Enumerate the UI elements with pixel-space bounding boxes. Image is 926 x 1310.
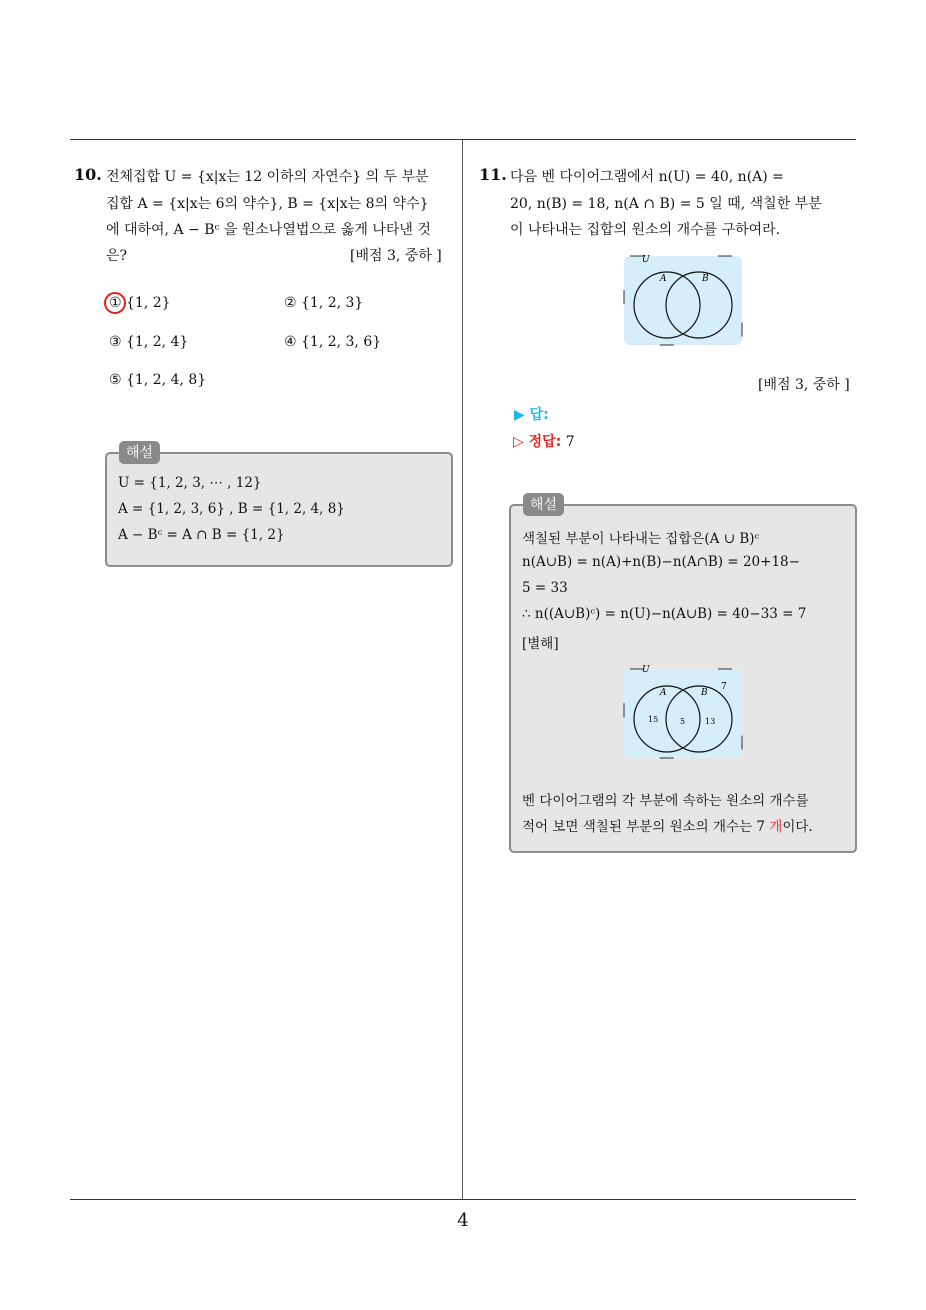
q11-line-3: 이 나타내는 집합의 원소의 개수를 구하여라. bbox=[510, 222, 781, 238]
q10-line-2: 집합 A = {x|x는 6의 약수}, B = {x|x는 8의 약수} bbox=[106, 196, 429, 212]
q10-explanation-line-3: A − Bᶜ = A ∩ B = {1, 2} bbox=[118, 527, 285, 543]
bottom-rule bbox=[70, 1199, 856, 1200]
q11-score: [배점 3, 중하 ] bbox=[758, 377, 850, 393]
q11-explanation-closing-2 bbox=[522, 815, 813, 835]
q10-score: [배점 3, 중하 ] bbox=[350, 248, 442, 264]
page-number: 4 bbox=[457, 1210, 469, 1231]
q11-explanation-line-1: 색칠된 부분이 나타내는 집합은(A ∪ B)ᶜ bbox=[522, 531, 760, 547]
venn2-only-a-count: 15 bbox=[648, 715, 659, 724]
q11-explanation-closing-1: 벤 다이어그램의 각 부분에 속하는 원소의 개수를 bbox=[522, 793, 809, 809]
q10-line-4: 은? bbox=[106, 248, 128, 264]
q11-answer-label: ▶ 답: bbox=[514, 407, 549, 423]
q11-number: 11. bbox=[479, 165, 507, 184]
q10-choice-1[interactable]: ① {1, 2} bbox=[109, 295, 171, 311]
q10-choice-4[interactable]: ④ {1, 2, 3, 6} bbox=[284, 334, 382, 350]
venn-label-a: A bbox=[660, 274, 667, 284]
q11-correct-label-text: ▷ 정답: bbox=[513, 434, 562, 450]
venn-label-b: B bbox=[702, 274, 709, 284]
q10-explanation-tag: 해설 bbox=[119, 441, 160, 464]
q11-line-1: 다음 벤 다이어그램에서 n(U) = 40, n(A) = bbox=[510, 169, 784, 185]
closing-2-red: 개 bbox=[769, 819, 783, 835]
venn2-label-u: U bbox=[642, 665, 650, 675]
q11-correct-label bbox=[513, 431, 575, 451]
top-rule bbox=[70, 139, 856, 140]
column-divider bbox=[462, 140, 463, 1200]
q11-explanation-tag: 해설 bbox=[523, 493, 564, 516]
venn-label-u: U bbox=[642, 255, 650, 265]
venn2-both-count: 5 bbox=[680, 717, 686, 726]
q10-choice-2[interactable]: ② {1, 2, 3} bbox=[284, 295, 364, 311]
q10-choice-5[interactable]: ⑤ {1, 2, 4, 8} bbox=[109, 372, 207, 388]
q11-venn-diagram bbox=[621, 253, 745, 349]
q10-choice-3[interactable]: ③ {1, 2, 4} bbox=[109, 334, 189, 350]
closing-2-pre: 적어 보면 색칠된 부분의 원소의 개수는 7 bbox=[522, 819, 770, 835]
q11-answer-input[interactable] bbox=[582, 402, 732, 422]
q11-explanation-line-3: 5 = 33 bbox=[522, 580, 568, 596]
closing-2-post: 이다. bbox=[782, 819, 813, 835]
venn2-outside-count: 7 bbox=[721, 682, 727, 692]
venn-universe bbox=[624, 256, 742, 345]
q11-explanation-line-5: [별해] bbox=[522, 636, 559, 652]
q10-explanation-line-2: A = {1, 2, 3, 6} , B = {1, 2, 4, 8} bbox=[118, 501, 345, 517]
q11-line-2: 20, n(B) = 18, n(A ∩ B) = 5 일 때, 색칠한 부분 bbox=[510, 196, 822, 212]
q11-correct-value: 7 bbox=[565, 434, 575, 450]
q11-explanation-line-2: n(A∪B) = n(A)+n(B)−n(A∩B) = 20+18− bbox=[522, 554, 800, 570]
venn2-label-b: B bbox=[701, 688, 708, 698]
q10-explanation-line-1: U = {1, 2, 3, ⋯ , 12} bbox=[118, 475, 262, 491]
q11-explanation-venn bbox=[621, 664, 745, 762]
q10-line-1: 전체집합 U = {x|x는 12 이하의 자연수} 의 두 부분 bbox=[106, 169, 429, 185]
q10-line-3: 에 대하여, A − Bᶜ 을 원소나열법으로 옳게 나타낸 것 bbox=[106, 222, 431, 238]
q11-explanation-line-4: ∴ n((A∪B)ᶜ) = n(U)−n(A∪B) = 40−33 = 7 bbox=[522, 606, 807, 622]
venn2-only-b-count: 13 bbox=[705, 717, 716, 726]
venn2-label-a: A bbox=[660, 688, 667, 698]
q10-number: 10. bbox=[74, 165, 102, 184]
